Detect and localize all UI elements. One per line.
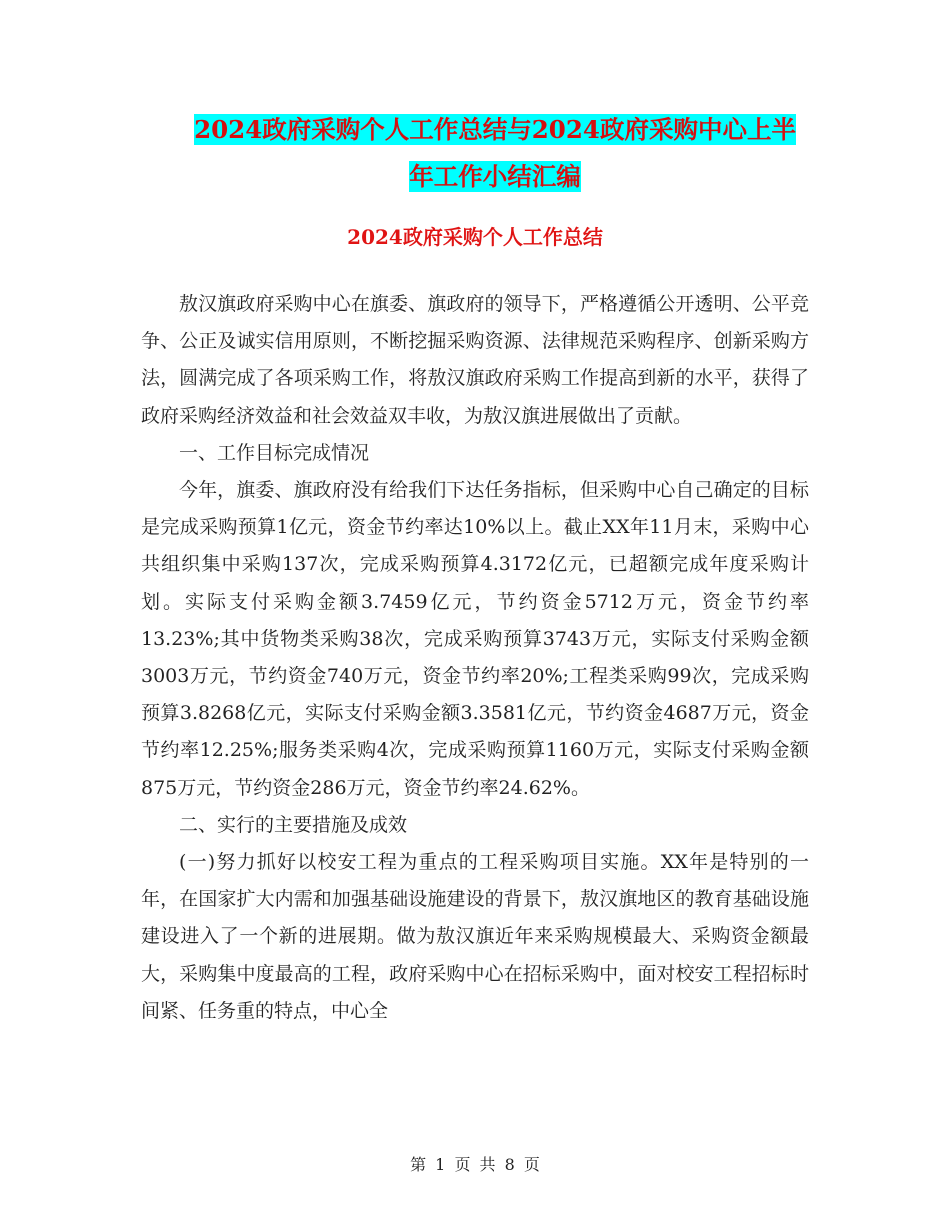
document-body bbox=[141, 286, 809, 1030]
section-title: 2024政府采购个人工作总结 bbox=[347, 225, 603, 249]
paragraph-goals: 今年，旗委、旗政府没有给我们下达任务指标，但采购中心自己确定的目标是完成采购预算1亿元，资金节约率达10%以上。截止XX年11月末，采购中心共组织集中采购137次，完成采购预算4.3172亿元，已超额完成年度采购计划。实际支付采购金额3.7459亿元，节约资金5712万元，资金节约率13.23%;其中货物类采购38次，完成采购预算3743万元，实际支付采购金额3003万元，节约资金740万元，资金节约率20%;工程类采购99次，完成采购预算3.8268亿元，实际支付采购金额3.3581亿元，节约资金4687万元，资金节约率12.25%;服务类采购4次，完成采购预算1160万元，实际支付采购金额875万元，节约资金286万元，资金节约率24.62%。 bbox=[141, 479, 809, 799]
title-line-2: 年工作小结汇编 bbox=[409, 162, 581, 191]
heading-goals: 一、工作目标完成情况 bbox=[179, 441, 370, 464]
document-title bbox=[100, 106, 890, 200]
paragraph-intro: 敖汉旗政府采购中心在旗委、旗政府的领导下，严格遵循公开透明、公平竞争、公正及诚实信用原则，不断挖掘采购资源、法律规范采购程序、创新采购方法，圆满完成了各项采购工作，将敖汉旗政府采购工作提高到新的水平，获得了政府采购经济效益和社会效益双丰收，为敖汉旗进展做出了贡献。 bbox=[141, 293, 809, 427]
heading-measures: 二、实行的主要措施及成效 bbox=[179, 813, 408, 836]
paragraph-measures: (一)努力抓好以校安工程为重点的工程采购项目实施。XX年是特别的一年，在国家扩大内需和加强基础设施建设的背景下，敖汉旗地区的教育基础设施建设进入了一个新的进展期。做为敖汉旗近年来采购规模最大、采购资金额最大，采购集中度最高的工程，政府采购中心在招标采购中，面对校安工程招标时间紧、任务重的特点，中心全 bbox=[141, 851, 809, 1022]
title-line-1: 2024政府采购个人工作总结与2024政府采购中心上半 bbox=[194, 115, 796, 144]
page-footer: 第 1 页 共 8 页 bbox=[410, 1155, 540, 1174]
